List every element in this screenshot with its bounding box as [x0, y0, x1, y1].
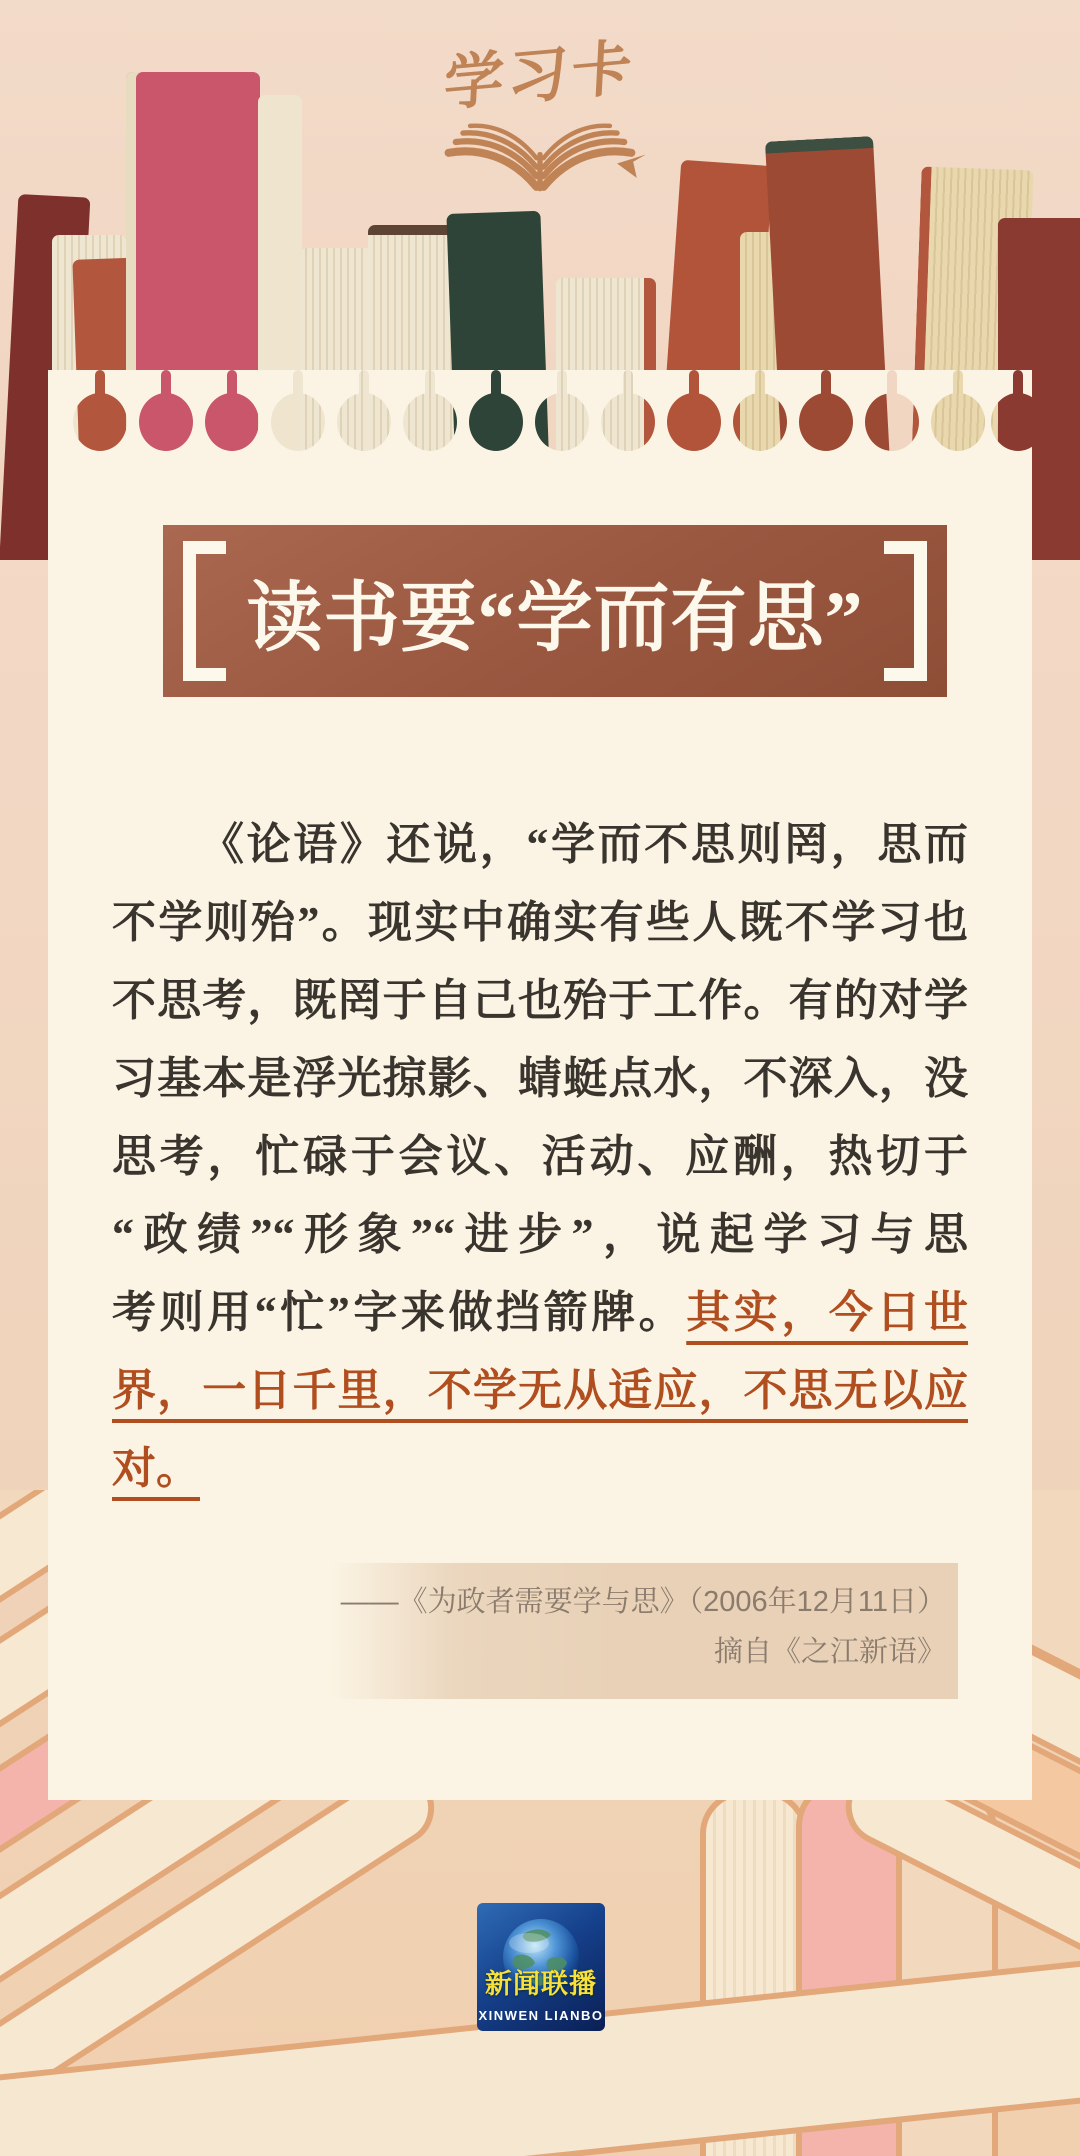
left-bracket-icon — [183, 541, 226, 681]
body-line — [112, 1196, 968, 1274]
quote-body — [112, 806, 968, 1508]
body-text-segment: 不学则殆”。现实中确实有些人既不学习也 — [112, 898, 968, 947]
body-text-segment: 不思考，既罔于自己也殆于工作。有的对学 — [112, 976, 968, 1025]
xinwen-lianbo-cn-text: 新闻联播 — [485, 1969, 597, 1999]
body-line — [112, 884, 968, 962]
page-title: 读书要“学而有思” — [246, 576, 864, 661]
body-line — [112, 1352, 968, 1430]
body-line — [112, 1430, 968, 1508]
right-bracket-icon — [884, 541, 927, 681]
body-text-segment: 习基本是浮光掠影、蜻蜓点水，不深入，没 — [112, 1054, 968, 1103]
body-text-segment: “政绩”“形象”“进步”，说起学习与思 — [112, 1210, 968, 1259]
body-line — [112, 1040, 968, 1118]
body-text-segment: 《论语》还说，“学而不思则罔，思而 — [200, 820, 968, 869]
body-text-highlight: 界，一日千里，不学无从适应，不思无以应 — [112, 1366, 968, 1415]
attribution-origin: 摘自《之江新语》 — [713, 1636, 946, 1668]
body-line — [112, 962, 968, 1040]
brand-logo — [420, 28, 660, 194]
body-text-segment: 考则用“忙”字来做挡箭牌。 — [112, 1288, 687, 1337]
attribution-source: ——《为政者需要学与思》（2006年12月11日） — [340, 1586, 946, 1618]
body-text-segment: 思考，忙碌于会议、活动、应酬，热切于 — [112, 1132, 968, 1181]
body-line — [112, 1118, 968, 1196]
open-book-icon — [435, 108, 645, 194]
body-text-highlight: 对。 — [112, 1444, 200, 1493]
brand-logo-text: 学习卡 — [442, 34, 638, 118]
body-line — [112, 1274, 968, 1352]
title-plaque — [163, 525, 947, 697]
xinwen-lianbo-logo — [477, 1903, 605, 2031]
body-line — [112, 806, 968, 884]
body-text-highlight: 其实，今日世 — [686, 1288, 969, 1337]
xinwen-lianbo-en-text: XINWEN LIANBO — [478, 2008, 604, 2023]
attribution-box — [330, 1563, 958, 1699]
